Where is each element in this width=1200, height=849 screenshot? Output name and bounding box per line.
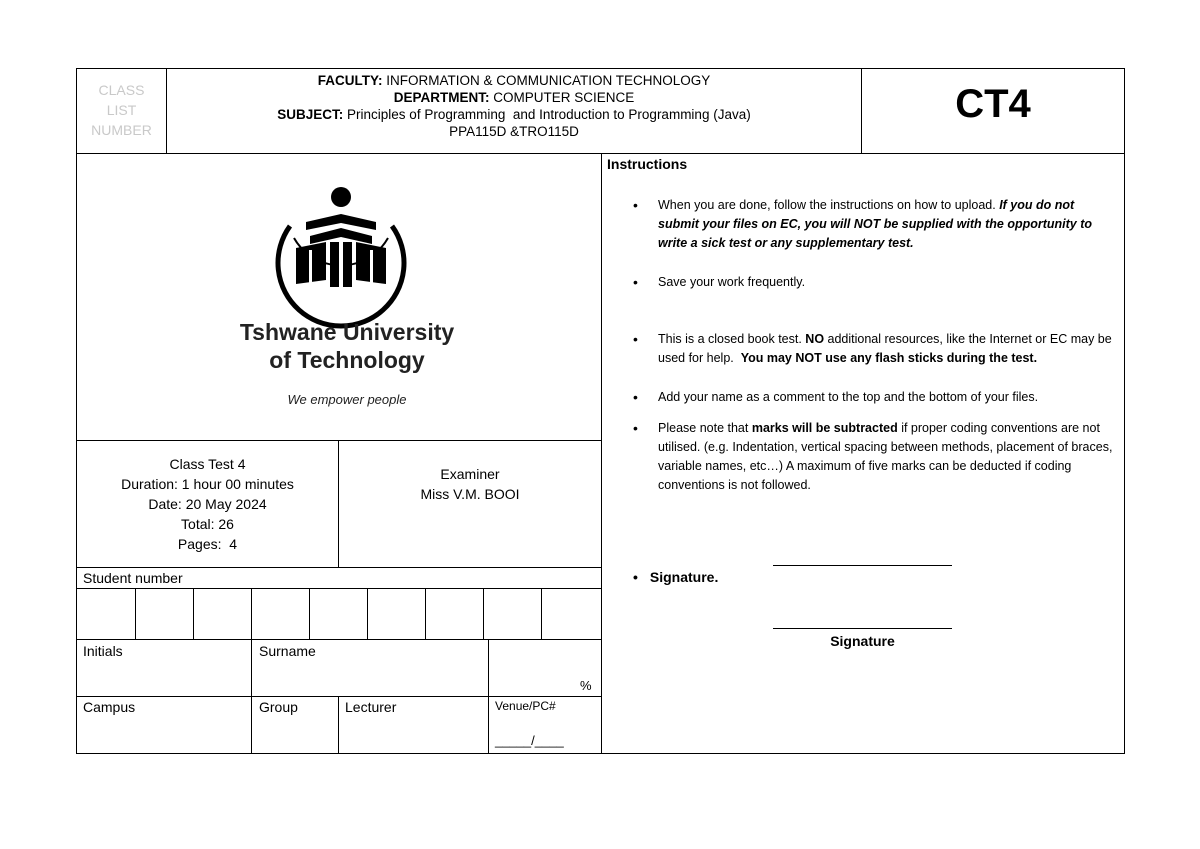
bullet-icon: • [633, 420, 638, 436]
instruction-item-conventions: • Please note that marks will be subtracted if proper coding conventions are not utilised. (e.g. Indentation, vertical spacing between methods, placement of braces, variable names, etc…) A maximum of five marks can be deducted if coding conventions is not followed. [633, 420, 1113, 492]
test-details [77, 454, 338, 554]
instructions-heading: Instructions [607, 156, 688, 172]
bullet-icon: • [633, 389, 638, 405]
campus-label: Campus [83, 699, 136, 715]
tut-emblem-icon [266, 180, 416, 330]
venue-label: Venue/PC# [495, 699, 556, 713]
instruction-item-name-comment: • Add your name as a comment to the top and the bottom of your files. [633, 389, 1039, 405]
bullet-icon: • [633, 274, 638, 290]
university-logo [77, 154, 601, 440]
faculty-line: FACULTY: INFORMATION & COMMUNICATION TECHNOLOGY [317, 73, 711, 88]
lecturer-label: Lecturer [345, 699, 397, 715]
university-tagline: We empower people [287, 392, 407, 407]
surname-label: Surname [259, 643, 316, 659]
class-list-label-line2: LIST [106, 102, 137, 118]
examiner-block [339, 464, 601, 504]
university-name-line1: Tshwane University [239, 319, 455, 345]
group-field[interactable] [252, 716, 338, 753]
signature-item: • Signature. [633, 569, 719, 585]
test-duration: Duration: 1 hour 00 minutes [121, 476, 294, 492]
initials-field[interactable] [77, 660, 251, 696]
test-total: Total: 26 [181, 516, 234, 532]
signature-line-top[interactable] [773, 565, 952, 566]
bullet-icon: • [633, 197, 638, 213]
surname-field[interactable] [252, 660, 488, 696]
bullet-icon: • [633, 331, 638, 347]
signature-line-bottom[interactable] [773, 628, 952, 629]
initials-label: Initials [83, 643, 123, 659]
university-name-line2: of Technology [269, 347, 425, 373]
test-code: CT4 [955, 82, 1031, 126]
bullet-icon: • [633, 569, 638, 585]
module-codes: PPA115D &TRO115D [449, 124, 579, 139]
student-number-boxes[interactable] [77, 589, 601, 639]
venue-blank[interactable]: _____/____ [495, 733, 564, 748]
signature-caption: Signature [830, 633, 895, 649]
campus-field[interactable] [77, 716, 251, 753]
instruction-item-save: • Save your work frequently. [633, 274, 806, 290]
student-number-label: Student number [83, 570, 183, 586]
class-list-label-line1: CLASS [98, 82, 145, 98]
group-label: Group [259, 699, 298, 715]
examiner-name: Miss V.M. BOOI [420, 486, 520, 502]
test-pages: Pages: 4 [177, 536, 238, 552]
instructions-list [607, 196, 1117, 495]
course-header [167, 72, 861, 140]
instruction-item-upload: • When you are done, follow the instructions on how to upload. If you do not submit your files on EC, you will NOT be supplied with the opportunity to write a sick test or any supplementary test. [633, 197, 1093, 250]
percent-sign: % [580, 678, 592, 693]
mark-field[interactable] [489, 640, 601, 696]
test-title: Class Test 4 [169, 456, 246, 472]
instruction-item-closed-book: • This is a closed book test. NO additional resources, like the Internet or EC may be used for help. You may NOT use any flash sticks during the test. [633, 331, 1116, 365]
class-list-label-line3: NUMBER [91, 122, 152, 138]
department-line: DEPARTMENT: COMPUTER SCIENCE [393, 90, 635, 105]
lecturer-field[interactable] [339, 716, 488, 753]
test-date: Date: 20 May 2024 [148, 496, 267, 512]
subject-line: SUBJECT: Principles of Programming and Introduction to Programming (Java) [277, 107, 751, 122]
class-list-number-box [77, 80, 166, 140]
examiner-label: Examiner [440, 466, 500, 482]
